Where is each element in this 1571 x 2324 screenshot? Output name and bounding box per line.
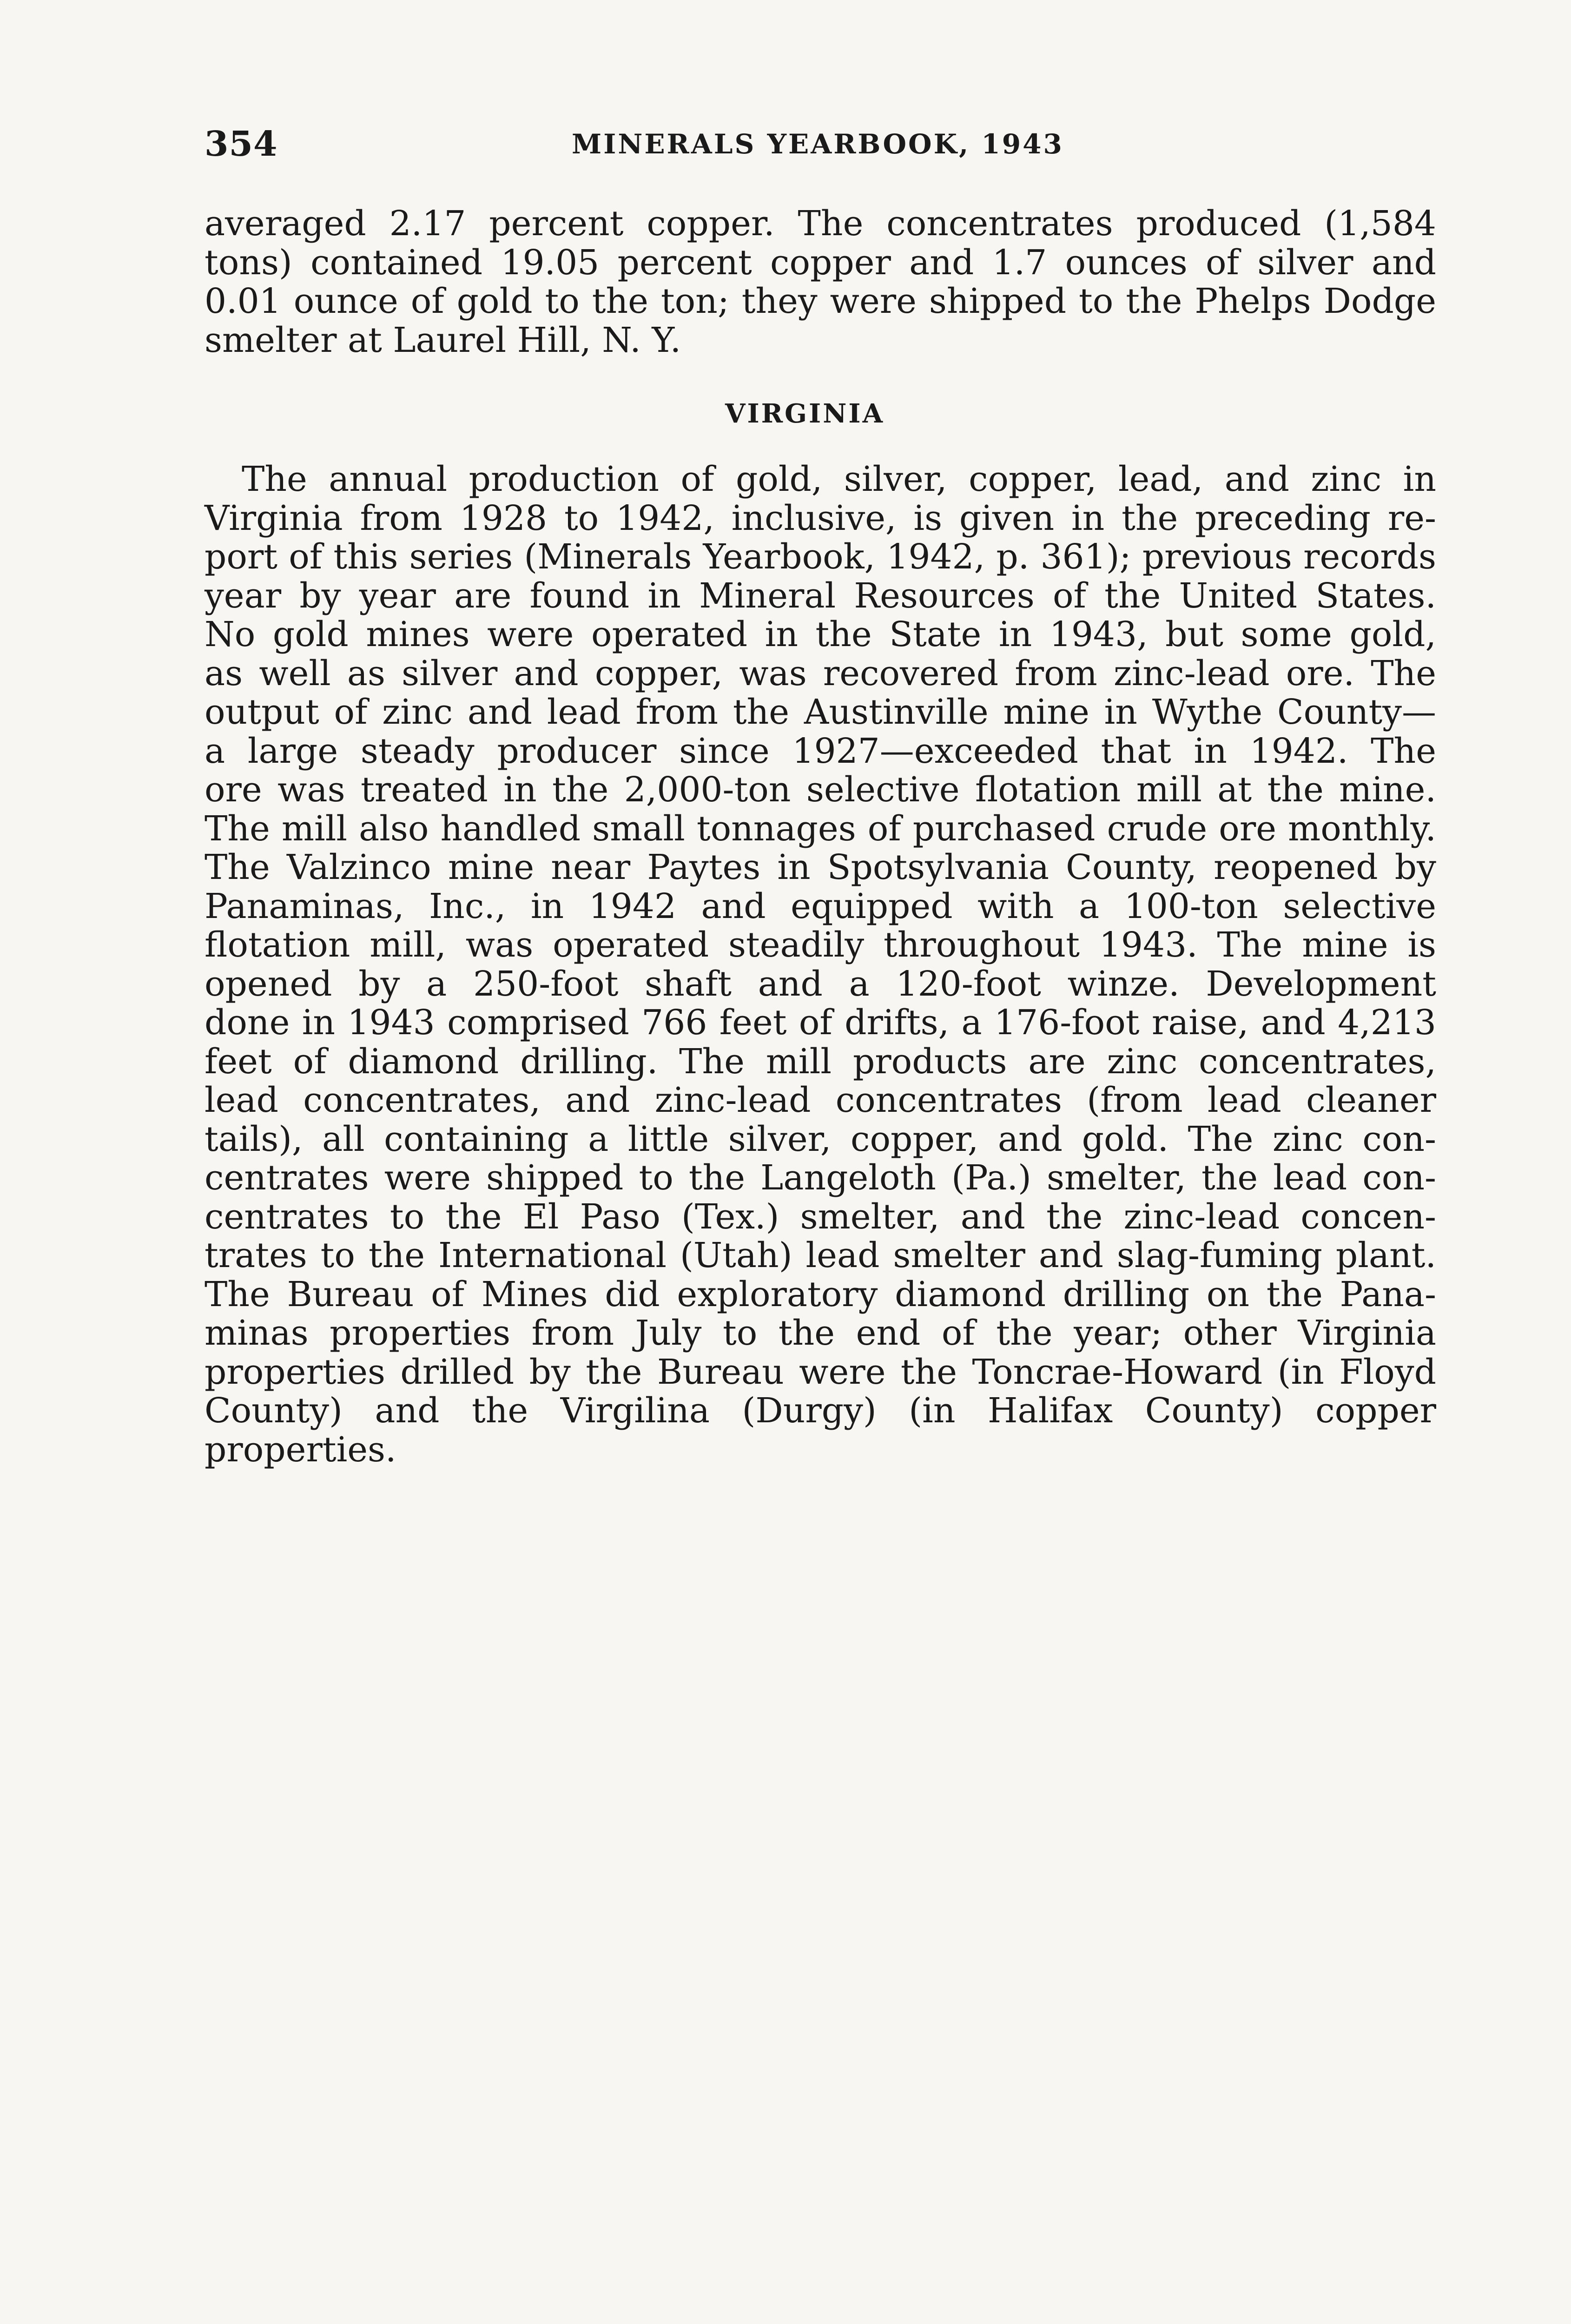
- text-line: Panaminas, Inc., in 1942 and equipped with a 100-ton selective: [205, 886, 1436, 926]
- text-line: feet of diamond drilling. The mill products are zinc concentrates,: [205, 1041, 1436, 1082]
- text-line: The mill also handled small tonnages of purchased crude ore monthly.: [205, 808, 1436, 849]
- text-line: tons) contained 19.05 percent copper and 1.7 ounces of silver and: [205, 242, 1436, 283]
- text-line: a large steady producer since 1927—exceeded that in 1942. The: [205, 731, 1436, 771]
- text-line: as well as silver and copper, was recovered from zinc-lead ore. The: [205, 653, 1436, 693]
- virginia-paragraph: [205, 460, 1436, 1469]
- text-line: properties.: [205, 1429, 396, 1470]
- text-line: County) and the Virgilina (Durgy) (in Halifax County) copper: [205, 1391, 1436, 1431]
- text-line: centrates to the El Paso (Tex.) smelter, and the zinc-lead concen-: [205, 1196, 1436, 1237]
- text-line: No gold mines were operated in the State in 1943, but some gold,: [205, 614, 1436, 654]
- text-line: output of zinc and lead from the Austinville mine in Wythe County—: [205, 692, 1436, 732]
- text-line: centrates were shipped to the Langeloth (Pa.) smelter, the lead con-: [205, 1158, 1436, 1198]
- text-line: The Bureau of Mines did exploratory diamond drilling on the Pana-: [205, 1274, 1436, 1314]
- text-line: flotation mill, was operated steadily throughout 1943. The mine is: [205, 925, 1436, 965]
- text-line: smelter at Laurel Hill, N. Y.: [205, 320, 681, 360]
- section-heading: VIRGINIA: [725, 398, 885, 429]
- text-line: done in 1943 comprised 766 feet of drifts, a 176-foot raise, and 4,213: [205, 1003, 1436, 1043]
- continued-paragraph: [205, 205, 1436, 360]
- text-line: opened by a 250-foot shaft and a 120-foot winze. Development: [205, 964, 1436, 1004]
- text-line: port of this series (Minerals Yearbook, 1942, p. 361); previous records: [205, 537, 1436, 577]
- text-line: averaged 2.17 percent copper. The concentrates produced (1,584: [205, 204, 1436, 244]
- text-line: ore was treated in the 2,000-ton selective flotation mill at the mine.: [205, 770, 1436, 810]
- text-line: The annual production of gold, silver, copper, lead, and zinc in: [242, 459, 1436, 499]
- page-number: 354: [205, 124, 278, 164]
- text-line: minas properties from July to the end of the year; other Virginia: [205, 1313, 1436, 1353]
- page-header: [205, 119, 1441, 170]
- text-line: properties drilled by the Bureau were the Toncrae-Howard (in Floyd: [205, 1352, 1436, 1392]
- text-line: Virginia from 1928 to 1942, inclusive, is given in the preceding re-: [205, 498, 1436, 538]
- text-line: lead concentrates, and zinc-lead concentrates (from lead cleaner: [205, 1080, 1436, 1120]
- text-line: trates to the International (Utah) lead smelter and slag-fuming plant.: [205, 1235, 1436, 1275]
- text-line: 0.01 ounce of gold to the ton; they were shipped to the Phelps Dodge: [205, 281, 1436, 321]
- text-line: year by year are found in Mineral Resources of the United States.: [205, 575, 1436, 616]
- running-title: MINERALS YEARBOOK, 1943: [572, 128, 1064, 160]
- text-line: The Valzinco mine near Paytes in Spotsylvania County, reopened by: [205, 847, 1436, 887]
- text-line: tails), all containing a little silver, copper, and gold. The zinc con-: [205, 1119, 1436, 1159]
